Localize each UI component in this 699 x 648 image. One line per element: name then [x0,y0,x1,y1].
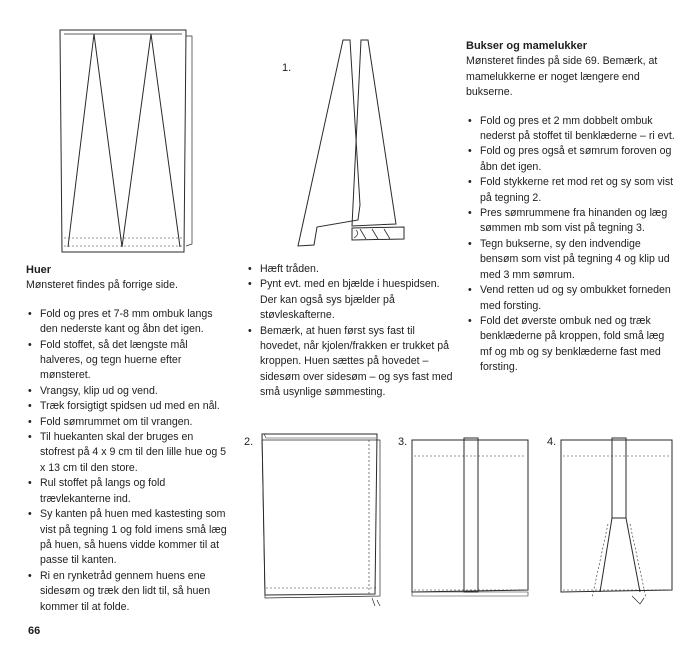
bukser-step: • Fold og pres et 2 mm dobbelt ombuk nederst på stoffet til benklæderne – ri evt. [466,114,678,145]
huer-step: • Sy kanten på huen med kastesting som vist på tegning 1 og fold imens små læg på huen, så huens vidde kommer til at passe til kanten. [26,507,228,569]
huer-title: Huer [26,264,52,276]
huer-step: • Fold og pres et 7-8 mm ombuk langs den nederste kant og åbn det igen. [26,307,228,338]
bukser-step: • Fold stykkerne ret mod ret og sy som vist på tegning 2. [466,175,678,206]
bukser-step: • Vend retten ud og sy ombukket forneden med forsting. [466,283,678,314]
page-number: 66 [28,625,41,637]
bukser-intro: Mønsteret findes på side 69. Bemærk, at mamelukkerne er noget længere end bukserne. [466,55,658,99]
figure-1-number: 1. [282,62,292,74]
huer-step: • Til huekanten skal der bruges en stofrest på 4 x 9 cm til den lille hue og 5 x 13 cm til den store. [26,430,228,476]
bukser-steps-list [466,114,678,376]
huer-intro: Mønsteret findes på forrige side. [26,279,178,292]
figure-2-number: 2. [244,436,254,448]
huer-step: • Vrangsy, klip ud og vend. [26,384,228,399]
middle-steps-list [246,262,458,401]
middle-step: • Hæft tråden. [246,262,458,277]
figure-4-number: 4. [547,436,557,448]
hat-pattern-fabric-illustration [60,30,192,252]
middle-step: • Bemærk, at huen først sys fast til hovedet, når kjolen/frakken er trukket på kroppen. Huen sættes på hovedet – sidesøm over sidesøm – og sys fast med små usynlige sømmesting. [246,324,458,401]
huer-step: • Rul stoffet på langs og fold trævlekanterne ind. [26,476,228,507]
bukser-step: • Fold og pres også et sømrum foroven og åbn det igen. [466,144,678,175]
huer-section [26,263,228,615]
figure-3-trousers-illustration [412,438,528,596]
huer-step: • Fold stoffet, så det længste mål halveres, og tegn huerne efter mønsteret. [26,338,228,384]
huer-step: • Fold sømrummet om til vrangen. [26,415,228,430]
figure-2-trousers-illustration [262,434,380,606]
bukser-step: • Pres sømrummene fra hinanden og læg sømmen mb som vist på tegning 3. [466,206,678,237]
figure-1-hat-illustration [298,40,404,246]
figure-3-number: 3. [398,436,408,448]
huer-step: • Ri en rynketråd gennem huens ene sidesøm og træk den lidt til, så huen kommer til at folde. [26,569,228,615]
bukser-step: • Fold det øverste ombuk ned og træk benklæderne på kroppen, fold små læg mf og mb og sy benklæderne fast med forsting. [466,314,678,376]
figure-4-trousers-illustration [561,438,672,604]
bukser-section [466,39,678,376]
middle-step: • Pynt evt. med en bjælde i huespidsen. Der kan også sys bjælder på støvleskafterne. [246,277,458,323]
bukser-title: Bukser og mamelukker [466,40,588,52]
huer-step: • Træk forsigtigt spidsen ud med en nål. [26,399,228,414]
huer-steps-list [26,307,228,615]
bukser-step: • Tegn bukserne, sy den indvendige bensøm som vist på tegning 4 og klip ud med 3 mm sømrum. [466,237,678,283]
middle-section [246,262,458,401]
